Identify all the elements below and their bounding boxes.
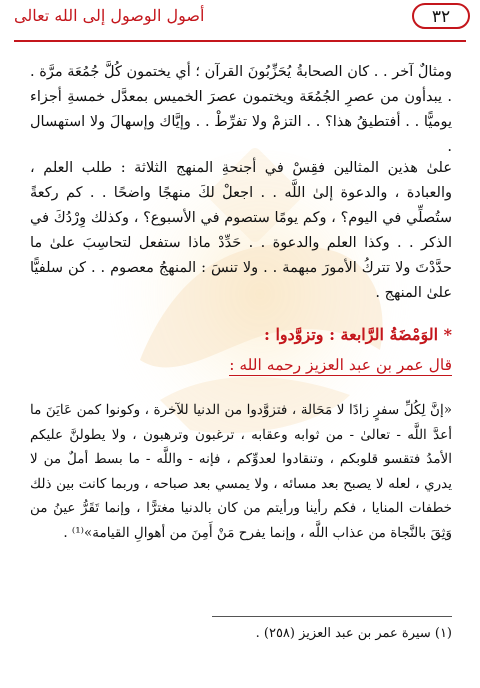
running-head: أصول الوصول إلى الله تعالى	[14, 6, 205, 25]
footnote: (١) سيرة عمر بن عبد العزيز (٢٥٨) .	[255, 626, 452, 641]
section-heading: * الوَمْضَةُ الرَّابعة : وتزوَّدوا :	[263, 325, 452, 344]
quote-text: «إنَّ لِكُلِّ سفرٍ زادًا لا مَحَالة ، فتزوَّدوا من الدنيا للآخرة ، وكونوا كمن عَايَنَ ما أعدَّ اللَّه - تعالىٰ - من ثوابه وعقابه ، ترغبون وترهبون ، ولا يطولنَّ عليكم الأمدُ فتقسو قلوبكم ، وتنقادوا لعدوِّكم ، فإنه - واللَّه - ما بسط أملٌ من لا يدري ، لعله لا يصبح بعد مسائه ، ولا يمسي بعد صباحه ، وربما كانت بين ذلك خطفات المنايا ، فكم رأينا ورأيتم من كان بالدنيا مغترًّا ، وإنما تَقَرُّ عينُ من وَثِقَ بالنَّجاة من عذاب اللَّه ، وإنما يفرح مَنْ أَمِنَ من أهوالِ القيامة»⁽¹⁾ .	[30, 402, 452, 541]
footnote-rule	[212, 616, 452, 617]
paragraph-1: ومثالٌ آخر . . كان الصحابةُ يُحَزِّبُونَ القرآن ؛ أي يختمون كُلَّ جُمُعَة مرَّة . . يبدأون من عصرِ الجُمُعَة ويختمون عصرَ الخميس بمعدَّل خمسةِ أجزاء يوميًّا . . أفتطيقُ هذا؟ . . التزمْ ولا تفرِّطْ . . وإيَّاك وإسهالَ ولا استهسال .	[30, 64, 452, 155]
page-number: ٣٢	[412, 3, 470, 29]
quote-attribution: قال عمر بن عبد العزيز رحمه الله :	[229, 356, 452, 374]
header-rule	[14, 40, 466, 42]
paragraph-2: علىٰ هذين المثالين فقِسْ في أجنحةِ المنهج الثلاثة : طلب العلم ، والعبادة ، والدعوة إلىٰ اللَّه . . اجعلْ لكَ منهجًا واضحًا . . كم ركعةً ستُصلِّي في اليوم؟ ، وكم يومًا ستصوم في الأسبوع؟ ، وكذلك وِرْدُكَ في الذكر . . وكذا العلم والدعوة . . حَدِّدْ ماذا ستفعل لتحاسِبَ علىٰ ما حدَّدْتَ ولا تتركُ الأمورَ مبهمة . . ولا تنسَ : المنهجُ معصوم . . كن سلفيًّا علىٰ المنهج .	[30, 160, 452, 301]
